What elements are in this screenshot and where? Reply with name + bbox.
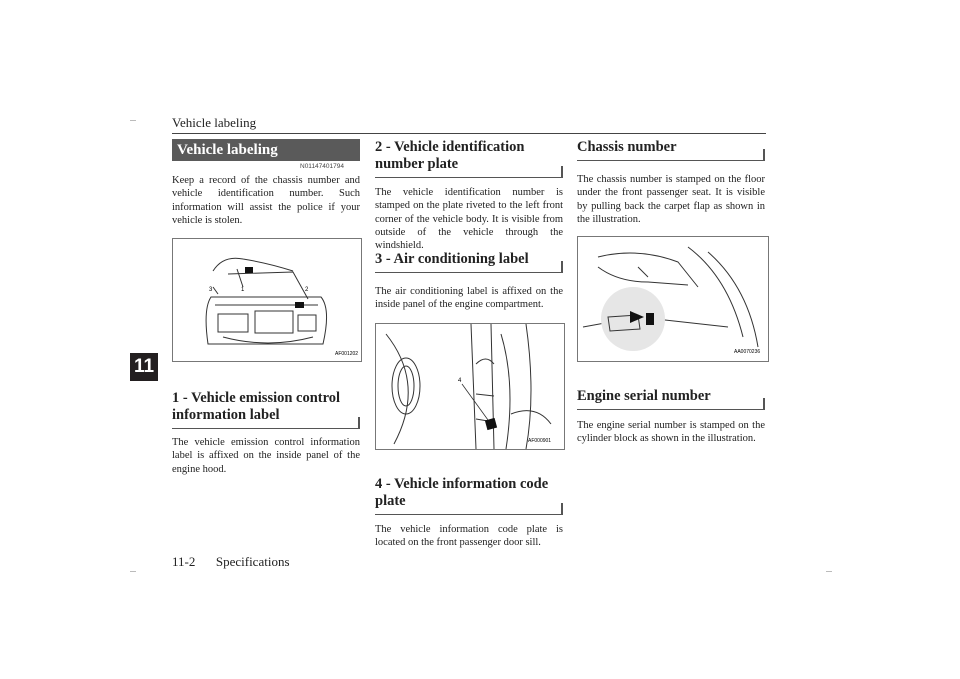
section-title-info-code-plate: 4 - Vehicle information code plate — [375, 476, 563, 515]
figure-passenger-seat — [577, 236, 769, 362]
section-title-chassis-number: Chassis number — [577, 139, 765, 161]
chassis-plate-marker — [646, 313, 654, 325]
ac-label-paragraph: The air conditioning label is affixed on the inside panel of the engine compartment. — [375, 286, 563, 311]
info-plate-marker — [485, 418, 497, 430]
crop-mark — [130, 120, 136, 121]
intro-paragraph: Keep a record of the chassis number and vehicle identification number. Such information will assist the police if your vehicle is stolen. — [172, 175, 360, 226]
page-number: 11-2 — [172, 554, 196, 569]
figure-code: AF000901 — [528, 438, 552, 444]
passenger-seat-illustration — [578, 237, 768, 361]
callout-3: 3 — [209, 287, 213, 293]
emission-label-paragraph: The vehicle emission control information label is affixed on the inside panel of the engine hood. — [172, 437, 360, 475]
footer-section: Specifications — [215, 554, 290, 569]
crop-mark — [826, 571, 832, 572]
info-code-plate-paragraph: The vehicle information code plate is located on the front passenger door sill. — [375, 524, 563, 549]
chapter-tab: 11 — [130, 353, 158, 381]
label-marker-1 — [245, 267, 253, 273]
header-rule — [172, 133, 766, 134]
figure-engine-hood — [172, 238, 362, 362]
section-title-vehicle-labeling: Vehicle labeling — [172, 139, 360, 161]
callout-4: 4 — [458, 378, 462, 384]
label-marker-2 — [295, 302, 304, 308]
crop-mark — [130, 571, 136, 572]
document-id: N01147401794 — [300, 163, 344, 170]
figure-code: AA0070236 — [734, 349, 761, 355]
engine-hood-illustration — [173, 239, 361, 361]
running-title: Vehicle labeling — [172, 115, 257, 130]
footer — [172, 554, 290, 570]
callout-1: 1 — [241, 287, 245, 293]
section-title-engine-serial: Engine serial number — [577, 388, 765, 410]
engine-serial-paragraph: The engine serial number is stamped on the cylinder block as shown in the illustration. — [577, 420, 765, 445]
figure-code: AF001202 — [335, 351, 359, 357]
door-sill-illustration — [376, 324, 564, 449]
callout-2: 2 — [305, 287, 309, 293]
section-title-emission-label: 1 - Vehicle emission control information label — [172, 390, 360, 429]
figure-door-sill — [375, 323, 565, 450]
section-title-ac-label: 3 - Air conditioning label — [375, 251, 563, 273]
chassis-number-paragraph: The chassis number is stamped on the floor under the front passenger seat. It is visible by pulling back the carpet flap as shown in the illustration. — [577, 174, 765, 225]
vin-plate-paragraph: The vehicle identification number is stamped on the plate riveted to the left front corner of the vehicle body. It is visible from outside of the vehicle through the windshield. — [375, 187, 563, 252]
section-title-vin-plate: 2 - Vehicle identification number plate — [375, 139, 563, 178]
